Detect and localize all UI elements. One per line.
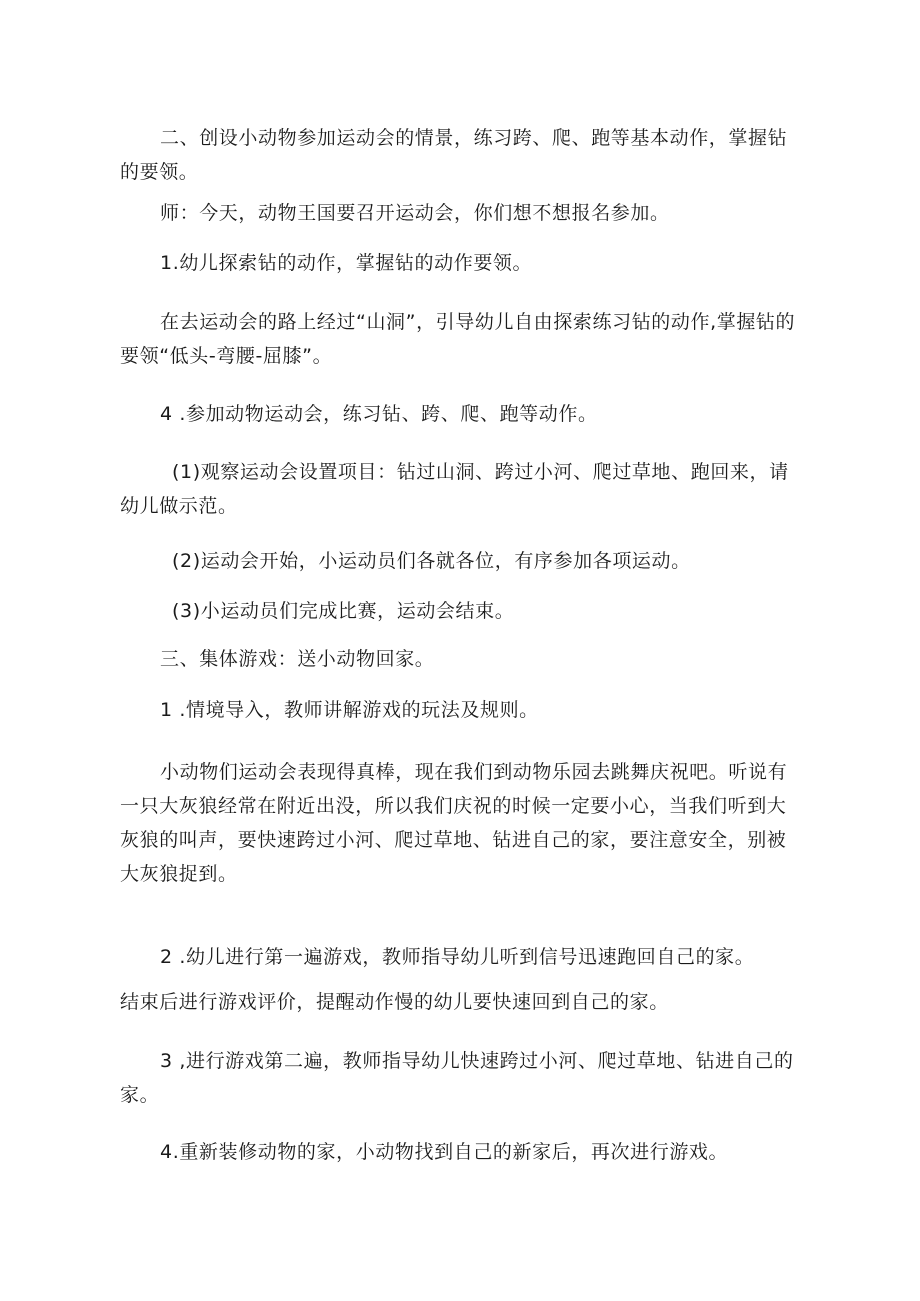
section-two-heading: 二、创设小动物参加运动会的情景，练习跨、爬、跑等基本动作，掌握钻的要领。 xyxy=(120,127,788,183)
step-1-crawl: 1.幼儿探索钻的动作，掌握钻的动作要领。 xyxy=(160,252,533,274)
step-4-sports-meet: 4 .参加动物运动会，练习钻、跨、爬、跑等动作。 xyxy=(160,403,598,425)
section-three-heading: 三、集体游戏：送小动物回家。 xyxy=(160,648,435,670)
game-step-3: 3 ,进行游戏第二遍，教师指导幼儿快速跨过小河、爬过草地、钻进自己的家。 xyxy=(120,1050,794,1106)
game-step-4: 4.重新装修动物的家，小动物找到自己的新家后，再次进行游戏。 xyxy=(160,1141,729,1163)
teacher-line: 师：今天，动物王国要召开运动会，你们想不想报名参加。 xyxy=(160,202,670,224)
cave-paragraph: 在去运动会的路上经过“山洞”，引导幼儿自由探索练习钻的动作,掌握钻的要领“低头-弯腰-屈膝”。 xyxy=(120,311,796,367)
game-step-1: 1 .情境导入，教师讲解游戏的玩法及规则。 xyxy=(160,699,539,721)
sub-item-1: (1)观察运动会设置项目：钻过山洞、跨过小河、爬过草地、跑回来，请幼儿做示范。 xyxy=(120,461,789,517)
sub-item-3: (3)小运动员们完成比赛，运动会结束。 xyxy=(172,600,515,622)
wolf-story-paragraph: 小动物们运动会表现得真棒，现在我们到动物乐园去跳舞庆祝吧。听说有一只大灰狼经常在附近出没，所以我们庆祝的时候一定要小心，当我们听到大灰狼的叫声，要快速跨过小河、爬过草地、钻进自己的家，要注意安全，别被大灰狼捉到。 xyxy=(120,761,788,885)
sub-item-2: (2)运动会开始，小运动员们各就各位，有序参加各项运动。 xyxy=(172,550,691,572)
game-evaluation: 结束后进行游戏评价，提醒动作慢的幼儿要快速回到自己的家。 xyxy=(120,991,669,1013)
game-step-2: 2 .幼儿进行第一遍游戏，教师指导幼儿听到信号迅速跑回自己的家。 xyxy=(160,946,755,968)
